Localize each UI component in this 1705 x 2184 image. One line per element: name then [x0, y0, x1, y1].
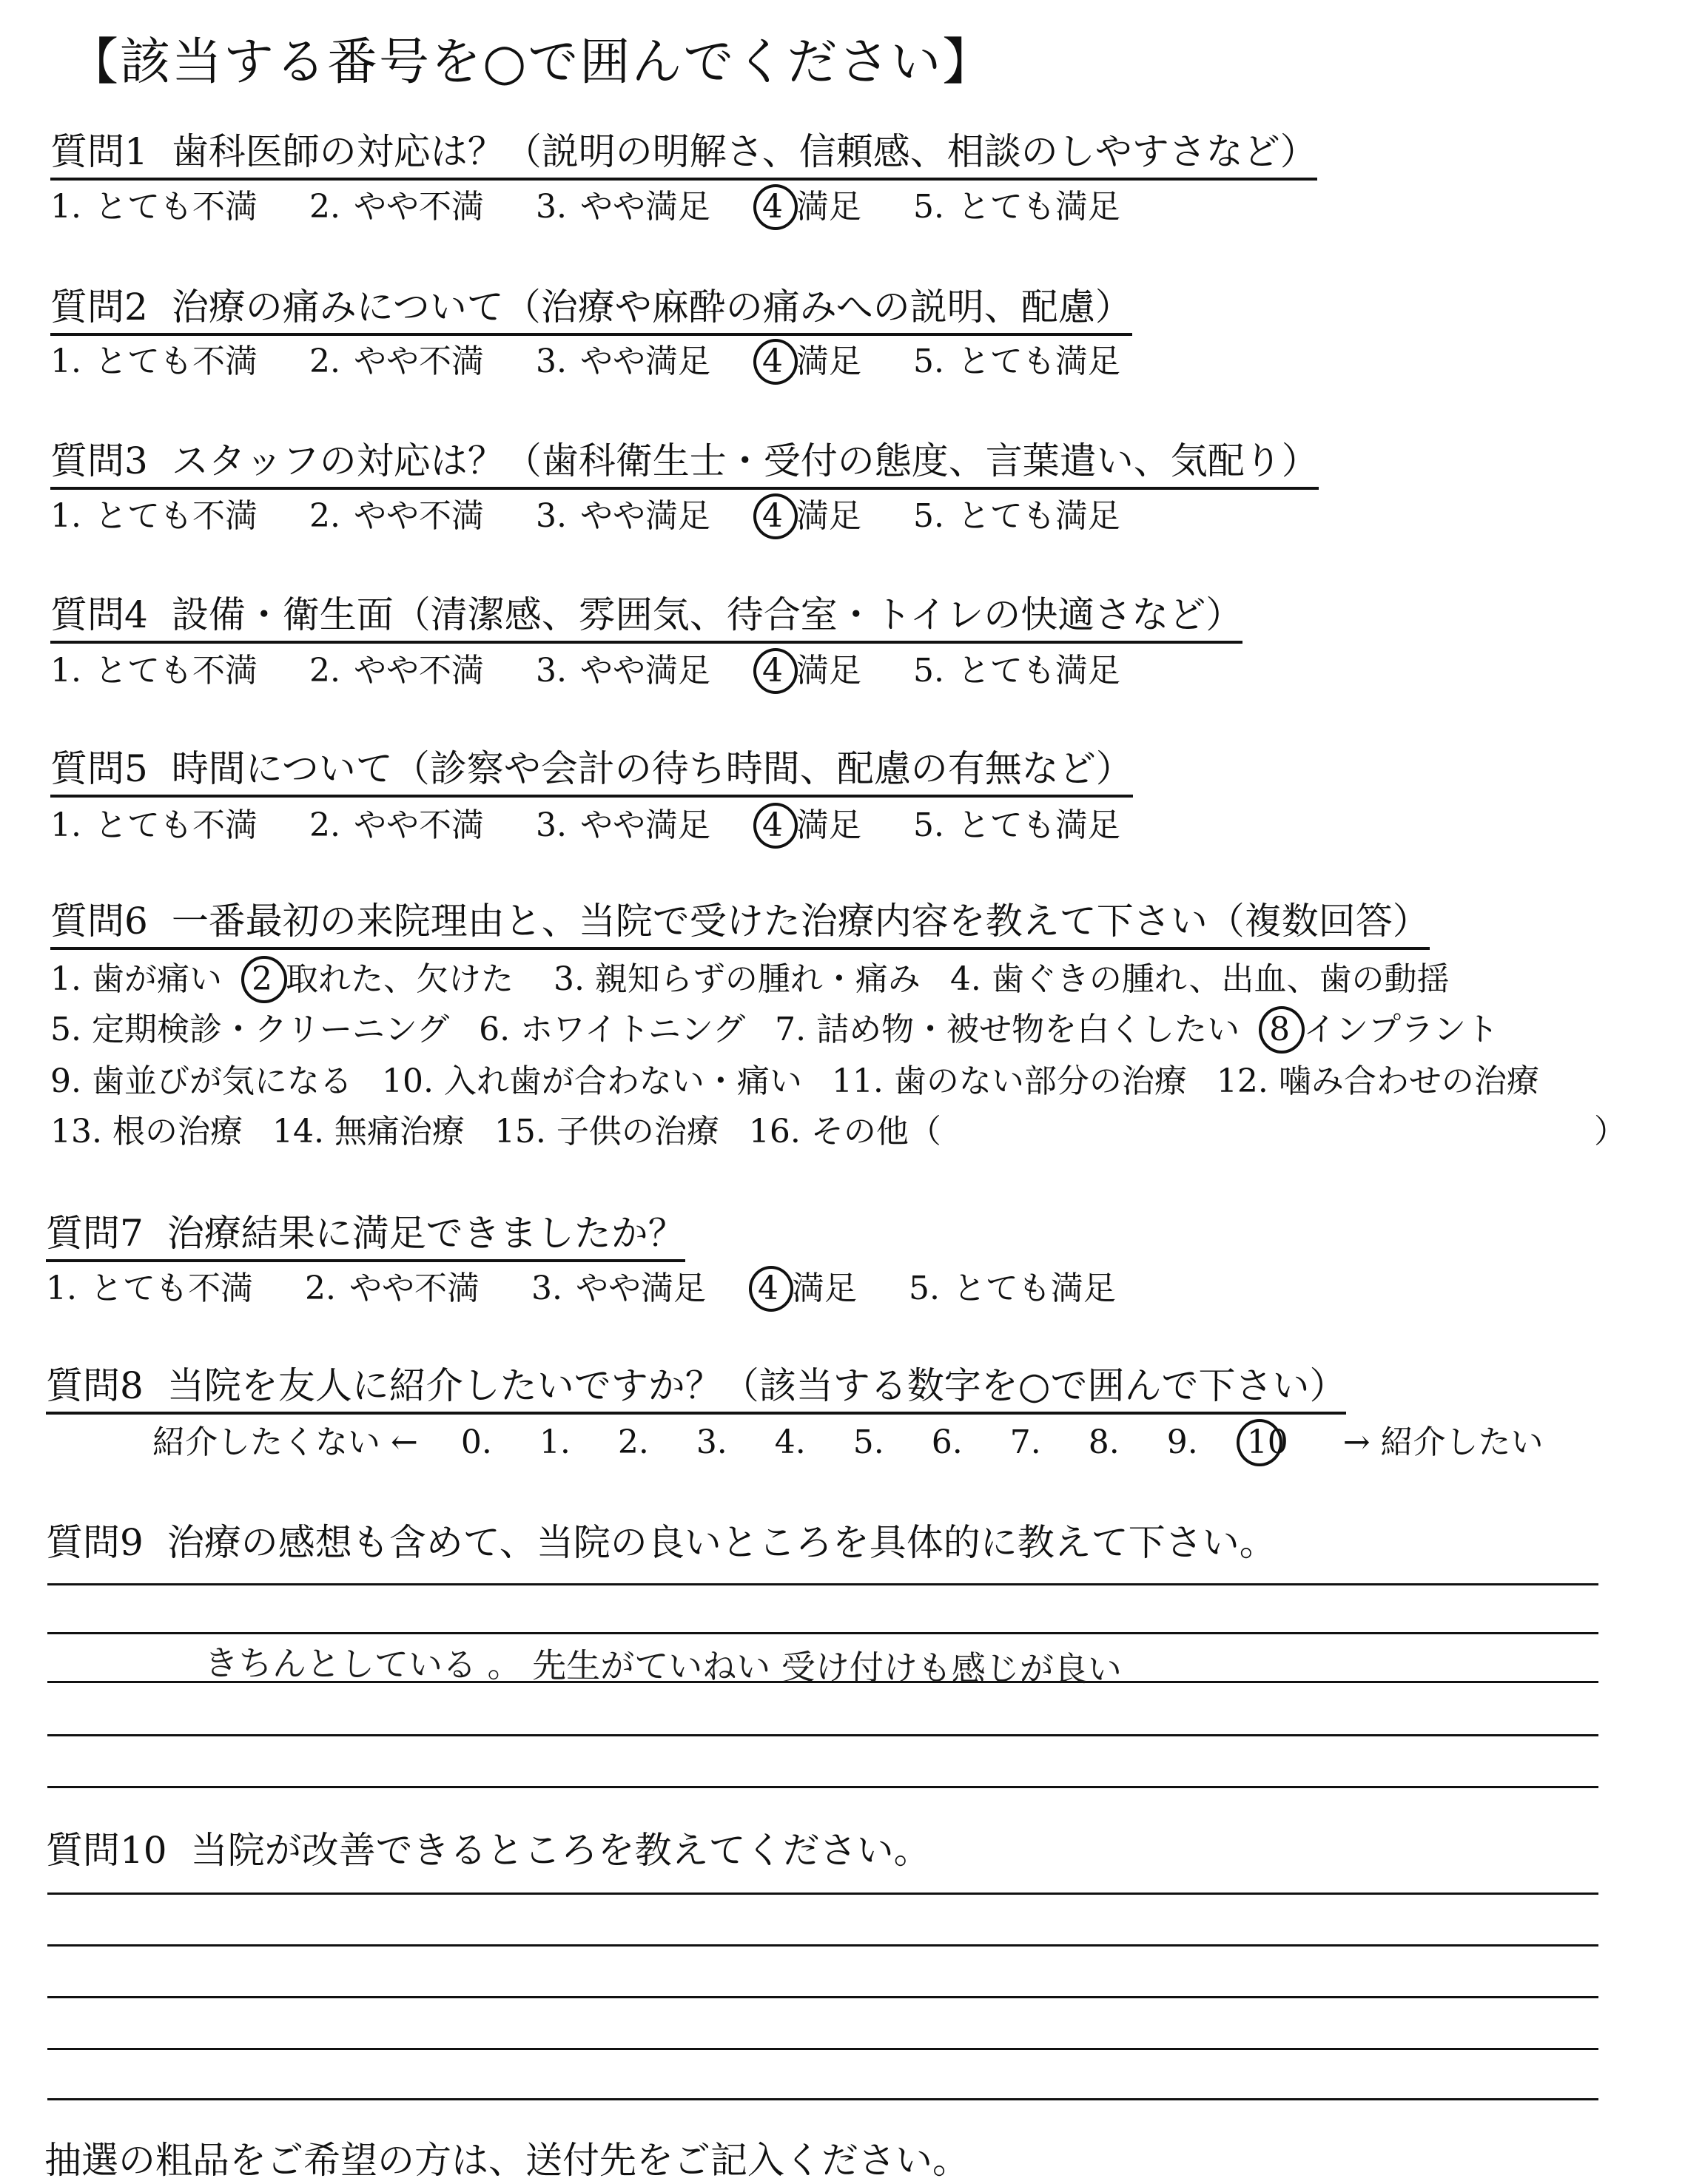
reason-6[interactable]: 6. ホワイトニング	[479, 1011, 746, 1048]
recommend-right-label: → 紹介したい	[1342, 1423, 1544, 1461]
recommend-10-selected[interactable]: 10	[1246, 1423, 1288, 1461]
option-1[interactable]: 1. とても不満	[46, 1270, 253, 1307]
reason-7[interactable]: 7. 詰め物・被せ物を白くしたい	[775, 1011, 1240, 1048]
answer-line	[47, 1583, 1598, 1585]
question-2-heading	[50, 286, 1132, 336]
option-3[interactable]: 3. やや満足	[535, 806, 710, 844]
question-1-heading	[50, 130, 1317, 181]
question-6-heading	[50, 900, 1430, 950]
question-number: 質問7	[46, 1212, 144, 1255]
option-5[interactable]: 5. とても満足	[912, 806, 1120, 844]
option-1[interactable]: 1. とても不満	[50, 652, 258, 690]
recommend-left-label: 紹介したくない ←	[152, 1423, 418, 1461]
option-4-selected[interactable]: 4 満足	[761, 652, 861, 690]
option-4-selected[interactable]: 4 満足	[761, 497, 861, 535]
option-4-selected[interactable]: 4 満足	[757, 1270, 857, 1307]
question-text: 時間について（診察や会計の待ち時間、配慮の有無など）	[171, 747, 1133, 790]
answer-line	[47, 2048, 1598, 2050]
reason-5[interactable]: 5. 定期検診・クリーニング	[50, 1011, 450, 1048]
question-text: 治療結果に満足できましたか？	[167, 1212, 685, 1255]
recommend-3[interactable]: 3.	[696, 1423, 727, 1461]
option-2[interactable]: 2. やや不満	[309, 806, 484, 844]
question-number: 質問6	[50, 900, 148, 943]
option-3[interactable]: 3. やや満足	[535, 188, 710, 226]
question-4-heading	[50, 593, 1243, 644]
option-5[interactable]: 5. とても満足	[912, 497, 1120, 535]
question-number: 質問2	[50, 286, 148, 328]
question-7-options	[46, 1270, 1157, 1307]
option-5[interactable]: 5. とても満足	[912, 652, 1120, 690]
answer-line	[47, 2098, 1598, 2100]
option-4-selected[interactable]: 4 満足	[761, 188, 861, 226]
option-2[interactable]: 2. やや不満	[309, 343, 484, 380]
question-text: 当院を友人に紹介したいですか？（該当する数字を○で囲んで下さい）	[167, 1364, 1347, 1407]
other-close-paren: ）	[1594, 1113, 1627, 1150]
reason-8-selected[interactable]: 8	[1269, 1011, 1291, 1048]
question-7-heading	[46, 1212, 685, 1262]
option-4-selected[interactable]: 4 満足	[761, 806, 861, 844]
option-5[interactable]: 5. とても満足	[908, 1270, 1116, 1307]
question-9-heading	[46, 1521, 1277, 1568]
question-3-options	[50, 497, 1162, 535]
reason-1[interactable]: 1. 歯が痛い	[50, 960, 222, 998]
question-5-options	[50, 806, 1162, 844]
option-3[interactable]: 3. やや満足	[535, 343, 710, 380]
option-4-selected[interactable]: 4 満足	[761, 343, 861, 380]
recommend-2[interactable]: 2.	[617, 1423, 649, 1461]
instruction-title: 【該当する番号を○で囲んでください】	[68, 33, 995, 92]
option-1[interactable]: 1. とても不満	[50, 188, 258, 226]
question-text: 歯科医師の対応は？（説明の明解さ、信頼感、相談のしやすさなど）	[171, 130, 1317, 173]
reason-12[interactable]: 12. 噛み合わせの治療	[1216, 1062, 1539, 1100]
reason-2-selected[interactable]: 2	[251, 960, 272, 998]
answer-line	[47, 1944, 1598, 1947]
question-number: 質問5	[50, 747, 148, 790]
recommend-7[interactable]: 7.	[1009, 1423, 1041, 1461]
option-1[interactable]: 1. とても不満	[50, 806, 258, 844]
question-text: スタッフの対応は？（歯科衛生士・受付の態度、言葉遣い、気配り）	[171, 439, 1319, 482]
question-number: 質問1	[50, 130, 148, 173]
reason-8-label[interactable]: インプラント	[1303, 1011, 1499, 1048]
answer-line	[47, 1632, 1598, 1634]
option-2[interactable]: 2. やや不満	[309, 652, 484, 690]
question-2-options	[50, 343, 1162, 380]
question-6-row-3	[50, 1062, 1569, 1100]
answer-line	[47, 1893, 1598, 1895]
bottom-note: 抽選の粗品をご希望の方は、送付先をご記入ください。	[44, 2139, 969, 2182]
question-number: 質問4	[50, 593, 148, 636]
reason-9[interactable]: 9. 歯並びが気になる	[50, 1062, 352, 1100]
question-6-row-2	[50, 1011, 1528, 1048]
option-3[interactable]: 3. やや満足	[535, 497, 710, 535]
question-number: 質問9	[46, 1521, 144, 1564]
question-1-options	[50, 188, 1162, 226]
option-2[interactable]: 2. やや不満	[309, 188, 484, 226]
question-text: 当院が改善できるところを教えてください。	[190, 1829, 931, 1872]
answer-line	[47, 1734, 1598, 1736]
question-6-row-4	[50, 1113, 971, 1150]
option-1[interactable]: 1. とても不満	[50, 497, 258, 535]
recommend-8[interactable]: 8.	[1088, 1423, 1120, 1461]
question-text: 一番最初の来院理由と、当院で受けた治療内容を教えて下さい（複数回答）	[171, 900, 1430, 943]
question-3-heading	[50, 439, 1319, 490]
option-5[interactable]: 5. とても満足	[912, 188, 1120, 226]
recommend-4[interactable]: 4.	[774, 1423, 806, 1461]
reason-15[interactable]: 15. 子供の治療	[494, 1113, 719, 1150]
reason-11[interactable]: 11. 歯のない部分の治療	[831, 1062, 1187, 1100]
recommend-6[interactable]: 6.	[931, 1423, 963, 1461]
question-4-options	[50, 652, 1162, 690]
option-5[interactable]: 5. とても満足	[912, 343, 1120, 380]
recommend-scale	[152, 1423, 1573, 1461]
reason-4[interactable]: 4. 歯ぐきの腫れ、出血、歯の動揺	[949, 960, 1450, 998]
question-5-heading	[50, 747, 1133, 798]
reason-2-label[interactable]: 取れた、欠けた	[285, 960, 514, 998]
question-number: 質問8	[46, 1364, 144, 1407]
option-1[interactable]: 1. とても不満	[50, 343, 258, 380]
option-2[interactable]: 2. やや不満	[309, 497, 484, 535]
option-3[interactable]: 3. やや満足	[535, 652, 710, 690]
question-number: 質問10	[46, 1829, 167, 1872]
answer-line	[47, 1996, 1598, 1998]
reason-13[interactable]: 13. 根の治療	[50, 1113, 243, 1150]
reason-3[interactable]: 3. 親知らずの腫れ・痛み	[553, 960, 921, 998]
recommend-0[interactable]: 0.	[460, 1423, 492, 1461]
question-text: 設備・衛生面（清潔感、雰囲気、待合室・トイレの快適さなど）	[171, 593, 1243, 636]
question-10-heading	[46, 1829, 931, 1876]
question-text: 治療の痛みについて（治療や麻酔の痛みへの説明、配慮）	[171, 286, 1132, 328]
recommend-1[interactable]: 1.	[539, 1423, 571, 1461]
option-3[interactable]: 3. やや満足	[531, 1270, 706, 1307]
recommend-9[interactable]: 9.	[1166, 1423, 1198, 1461]
option-2[interactable]: 2. やや不満	[304, 1270, 480, 1307]
question-6-row-1	[50, 960, 1479, 998]
recommend-5[interactable]: 5.	[852, 1423, 884, 1461]
question-text: 治療の感想も含めて、当院の良いところを具体的に教えて下さい。	[167, 1521, 1277, 1564]
question-8-heading	[46, 1364, 1347, 1415]
reason-14[interactable]: 14. 無痛治療	[272, 1113, 465, 1150]
answer-line	[47, 1786, 1598, 1788]
reason-16[interactable]: 16. その他（	[748, 1113, 941, 1150]
question-number: 質問3	[50, 439, 148, 482]
handwritten-answer[interactable]: きちんとしている 。 先生がていねい 受け付けも感じが良い	[204, 1642, 1123, 1690]
reason-10[interactable]: 10. 入れ歯が合わない・痛い	[381, 1062, 802, 1100]
